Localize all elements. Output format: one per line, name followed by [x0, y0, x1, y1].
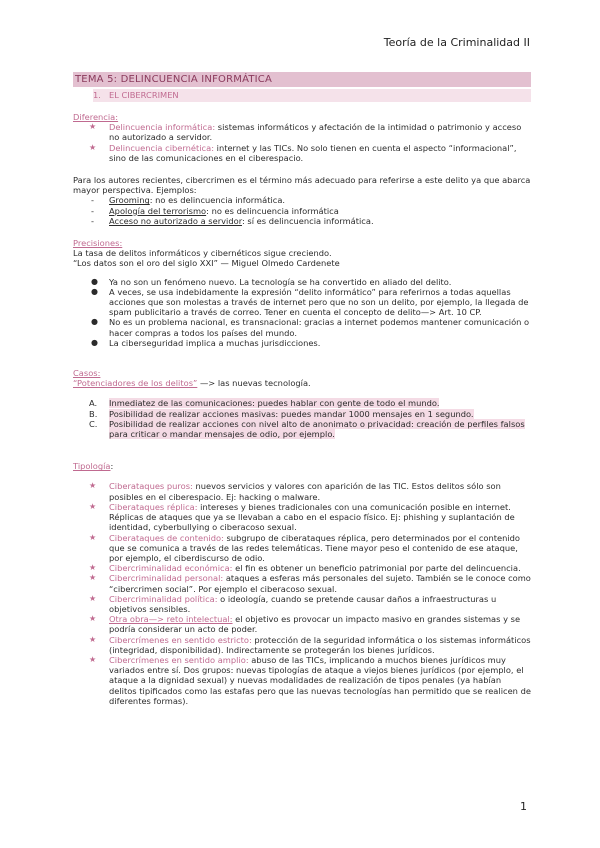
star-icon: ★	[89, 481, 97, 491]
list-item	[73, 563, 531, 573]
item-text: : sí es delincuencia informática.	[241, 215, 374, 226]
list-item	[73, 614, 531, 634]
item-term: Acceso no autorizado a servidor	[109, 215, 242, 226]
page-content	[73, 72, 531, 706]
list-item	[73, 409, 531, 419]
list-item	[73, 195, 531, 205]
list-item	[73, 533, 531, 564]
tipologia-heading-row	[73, 461, 531, 471]
item-text: o ideología, cuando se pretende causar daños a infraestructuras u objetivos sensibles.	[109, 593, 497, 614]
item-text: internet y las TICs. No solo tienen en cuenta el aspecto “informacional”, sino de las comunicaciones en el ciberespacio.	[109, 142, 517, 163]
casos-lead-text: —> las nuevas tecnología.	[197, 378, 311, 389]
diferencia-list	[73, 122, 531, 163]
item-term: Ciberataques réplica:	[109, 501, 198, 512]
item-marker: C.	[89, 418, 98, 429]
star-icon: ★	[89, 593, 97, 603]
list-item	[73, 317, 531, 337]
diferencia-heading: Diferencia:	[73, 112, 119, 122]
precisiones-heading: Precisiones:	[73, 238, 123, 249]
list-item	[73, 655, 531, 706]
item-text: : no es delincuencia informática.	[149, 195, 286, 206]
list-item	[73, 277, 531, 287]
section-title-text: EL CIBERCRIMEN	[109, 90, 179, 100]
page-number: 1	[520, 800, 527, 813]
casos-lead-term: “Potenciadores de los delitos”	[73, 378, 198, 389]
dash-marker: -	[91, 215, 94, 226]
item-term: Delincuencia cibernética:	[109, 142, 214, 153]
list-item	[73, 287, 531, 318]
item-term: Cibercrímenes en sentido amplio:	[109, 654, 249, 665]
precisiones-list	[73, 277, 531, 348]
list-item	[73, 481, 531, 501]
item-term: Cibercriminalidad personal:	[109, 573, 224, 584]
item-text: Ya no son un fenómeno nuevo. La tecnología se ha convertido en aliado del delito.	[109, 276, 452, 287]
star-icon: ★	[89, 142, 97, 152]
intro-paragraph: Para los autores recientes, cibercrimen es el término más adecuado para referirse a este delito ya que abarca mayor perspectiva. Ejemplos:	[73, 175, 531, 196]
bullet-marker: ●	[91, 276, 98, 286]
list-item	[73, 502, 531, 533]
item-term: Cibercriminalidad política:	[109, 593, 218, 604]
list-item	[73, 573, 531, 593]
section-title	[93, 89, 531, 102]
tipologia-list	[73, 481, 531, 705]
item-text: A veces, se usa indebidamente la expresión “delito informático” para referirnos a todas aquellas acciones que son molestas a través de internet pero que no son un delito, por ejemplo, la llegada de spam publicitario a través de correo. Tener en cuenta el concepto de delito—> Art. 10 CP.	[109, 286, 529, 318]
star-icon: ★	[89, 532, 97, 542]
list-item	[73, 338, 531, 348]
list-item	[73, 398, 531, 408]
list-item	[73, 635, 531, 655]
item-marker: A.	[89, 398, 98, 409]
list-item	[73, 216, 531, 226]
star-icon: ★	[89, 634, 97, 644]
item-text: La ciberseguridad implica a muchas jurisdicciones.	[109, 337, 321, 348]
list-item	[73, 594, 531, 614]
star-icon: ★	[89, 563, 97, 573]
precisiones-quote: “Los datos son el oro del siglo XXI” — Miguel Olmedo Cardenete	[73, 258, 340, 269]
item-term: Otra obra—> reto intelectual:	[109, 614, 233, 625]
item-text: No es un problema nacional, es transnacional: gracias a internet podemos mantener comunicación o hacer compras a todos los países del mundo.	[109, 317, 530, 338]
bullet-marker: ●	[91, 317, 98, 327]
item-term: Cibercrímenes en sentido estricto:	[109, 634, 252, 645]
star-icon: ★	[89, 501, 97, 511]
item-text: abuso de las TICs, implicando a muchos bienes jurídicos muy variados entre sí. Dos grupos: nuevas tipologías de ataque a viejos bienes jurídicos (por ejemplo, el ataque a la dignidad sexual) y nuevas modalidades de realización de tipos penales (ya habían delitos tipificados como las estafas pero que las nuevas tecnologías han permitido que se realicen de diferentes formas).	[109, 654, 531, 706]
list-item	[73, 206, 531, 216]
list-item	[73, 419, 531, 439]
item-text: el objetivo es provocar un impacto masivo en grandes sistemas y se podría considerar un acto de poder.	[109, 614, 521, 635]
dash-marker: -	[91, 205, 94, 216]
item-text: subgrupo de ciberataques réplica, pero determinados por el contenido que se comunica a través de las redes telemáticas. Tiene mayor peso el contenido de ese ataque, por ejemplo, el ciberdiscurso de odio.	[109, 532, 520, 563]
item-text: nuevos servicios y valores con aparición de las TIC. Estos delitos sólo son posibles en el ciberespacio. Ej: hacking o malware.	[109, 481, 501, 502]
dash-marker: -	[91, 195, 94, 206]
item-text: Inmediatez de las comunicaciones: puedes hablar con gente de todo el mundo.	[109, 398, 440, 409]
item-term: Delincuencia informática:	[109, 122, 216, 133]
item-text: : no es delincuencia informática	[206, 205, 339, 216]
item-text: sistemas informáticos y afectación de la intimidad o patrimonio y acceso no autorizado a servidor.	[109, 122, 522, 143]
casos-list	[73, 398, 531, 439]
tipologia-heading: Tipología	[73, 461, 111, 472]
bullet-marker: ●	[91, 337, 98, 347]
item-text: el fin es obtener un beneficio patrimonial por parte del delincuencia.	[232, 563, 521, 574]
star-icon: ★	[89, 654, 97, 664]
list-item	[73, 143, 531, 163]
item-term: Apología del terrorismo	[109, 205, 207, 216]
item-term: Ciberataques de contenido:	[109, 532, 224, 543]
item-marker: B.	[89, 408, 98, 419]
item-text: Posibilidad de realizar acciones masivas: puedes mandar 1000 mensajes en 1 segundo.	[109, 408, 474, 419]
casos-lead	[73, 378, 531, 388]
star-icon: ★	[89, 614, 97, 624]
star-icon: ★	[89, 122, 97, 132]
item-text: protección de la seguridad informática o los sistemas informáticos (integridad, disponibilidad). Indirectamente se protegerán los bienes jurídicos.	[109, 634, 531, 655]
tipologia-colon: :	[110, 461, 114, 472]
item-text: ataques a esferas más personales del sujeto. También se le conoce como “cibercrimen social”. Por ejemplo el ciberacoso sexual.	[109, 573, 531, 594]
list-item	[73, 122, 531, 142]
star-icon: ★	[89, 573, 97, 583]
chapter-title: TEMA 5: DELINCUENCIA INFORMÁTICA	[73, 72, 531, 87]
item-term: Cibercriminalidad económica:	[109, 563, 233, 574]
item-term: Grooming	[109, 195, 150, 206]
item-text: Posibilidad de realizar acciones con nivel alto de anonimato o privacidad: creación de perfiles falsos para criticar o mandar mensajes de odio, por ejemplo.	[109, 418, 525, 440]
item-term: Ciberataques puros:	[109, 481, 193, 492]
running-header: Teoría de la Criminalidad II	[383, 36, 530, 49]
precisiones-line: La tasa de delitos informáticos y cibernéticos sigue creciendo.	[73, 248, 332, 259]
item-text: intereses y bienes tradicionales con una comunicación posible en internet. Réplicas de ataques que ya se llevaban a cabo en el espacio físico. Ej: phishing y suplantación de identidad, cyberbullying o ciberacoso sexual.	[109, 501, 515, 533]
ejemplos-list	[73, 195, 531, 226]
section-number: 1.	[93, 90, 101, 100]
casos-heading: Casos:	[73, 368, 101, 379]
bullet-marker: ●	[91, 286, 98, 296]
